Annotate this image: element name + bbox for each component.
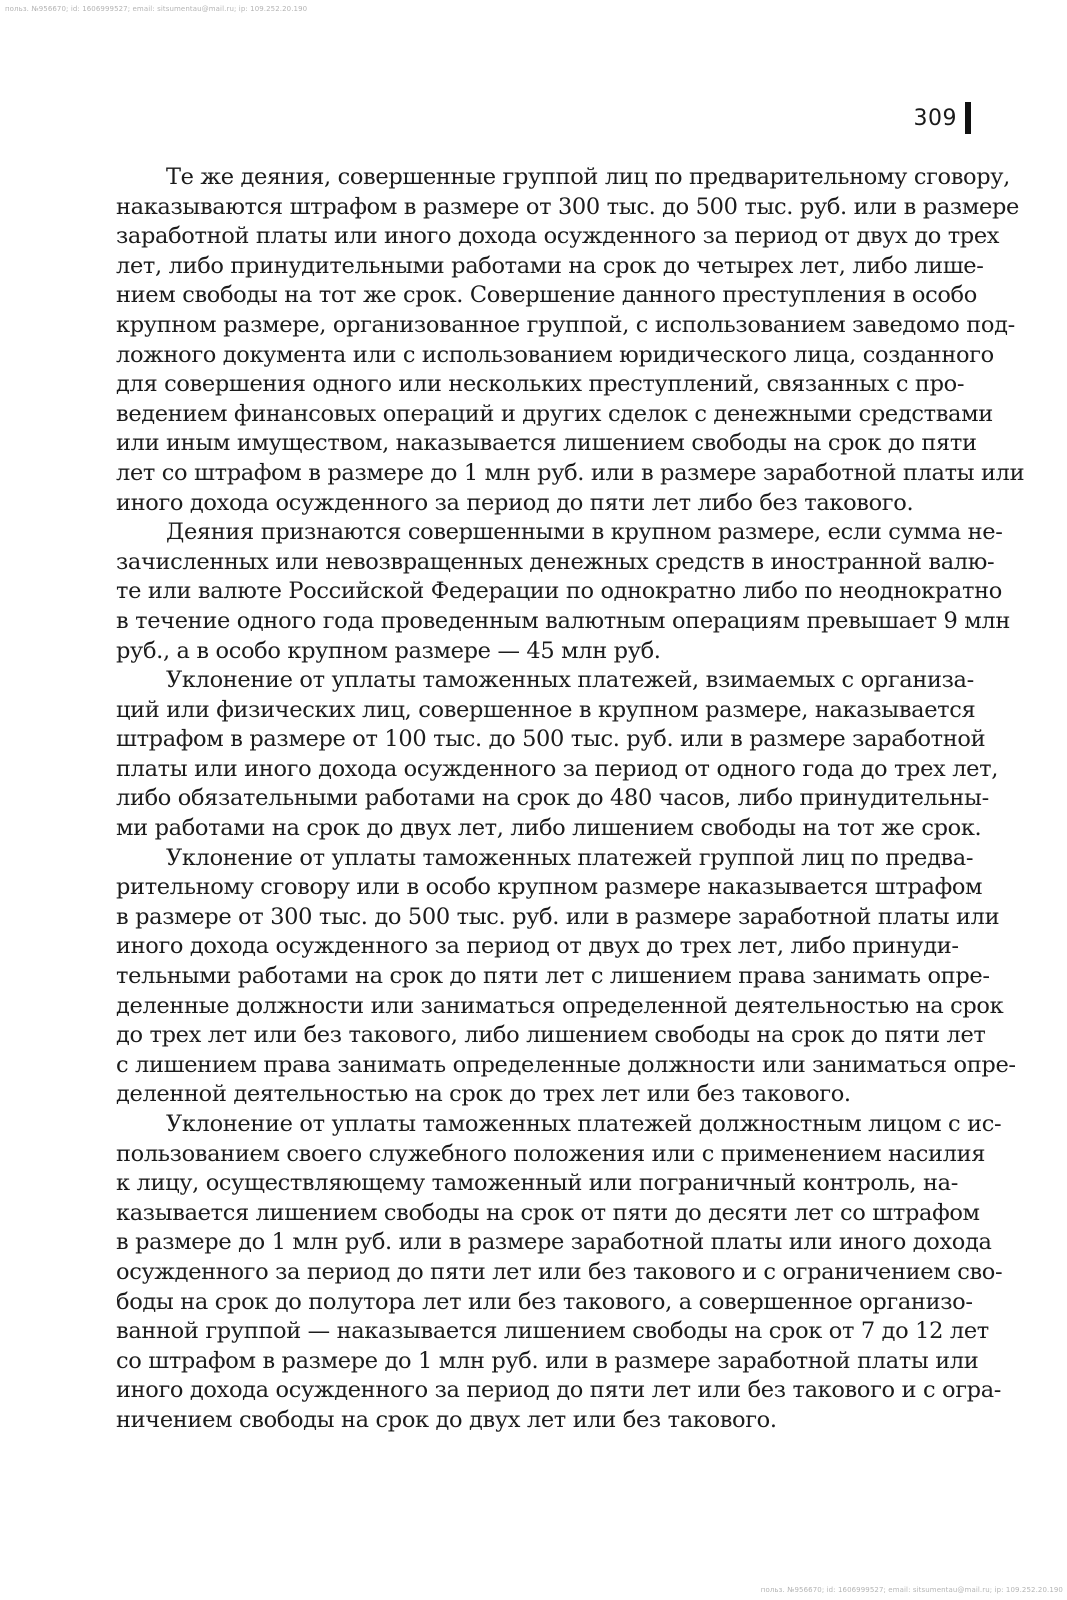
text-line: в течение одного года проведенным валютным операциям превышает 9 млн — [116, 607, 1011, 634]
text-line: Уклонение от уплаты таможенных платежей группой лиц по предва- — [166, 844, 974, 871]
text-line: зачисленных или невозвращенных денежных средств в иностранной валю- — [116, 548, 995, 575]
text-line: тельными работами на срок до пяти лет с лишением права занимать опре- — [116, 963, 990, 990]
text-line: к лицу, осуществляющему таможенный или пограничный контроль, на- — [116, 1170, 958, 1197]
text-line: пользованием своего служебного положения или с применением насилия — [116, 1140, 986, 1167]
text-line: деленные должности или заниматься определенной деятельностью на срок — [116, 992, 1004, 1019]
text-line: платы или иного дохода осужденного за период от одного года до трех лет, — [116, 755, 999, 782]
page-header — [914, 102, 972, 134]
text-line: Уклонение от уплаты таможенных платежей должностным лицом с ис- — [166, 1111, 1002, 1137]
text-line: руб., а в особо крупном размере — 45 млн руб. — [116, 637, 661, 664]
text-line: для совершения одного или нескольких преступлений, связанных с про- — [116, 371, 965, 398]
text-line: в размере от 300 тыс. до 500 тыс. руб. или в размере заработной платы или — [116, 903, 1000, 930]
text-line: крупном размере, организованное группой, с использованием заведомо под- — [116, 311, 1015, 338]
text-line: либо обязательными работами на срок до 480 часов, либо принудительны- — [116, 785, 989, 812]
paragraph — [116, 666, 999, 844]
paragraph — [116, 844, 1016, 1110]
text-line: боды на срок до полутора лет или без такового, а совершенное организо- — [116, 1288, 973, 1315]
text-line: ванной группой — наказывается лишением свободы на срок от 7 до 12 лет — [116, 1318, 989, 1345]
text-line: казывается лишением свободы на срок от пяти до десяти лет со штрафом — [116, 1199, 980, 1226]
text-line: ничением свободы на срок до двух лет или без такового. — [116, 1406, 777, 1433]
text-line: иного дохода осужденного за период от двух до трех лет, либо принуди- — [116, 933, 959, 960]
body-text — [116, 163, 1025, 1436]
text-line: нием свободы на тот же срок. Совершение данного преступления в особо — [116, 282, 977, 309]
text-line: до трех лет или без такового, либо лишением свободы на срок до пяти лет — [116, 1022, 986, 1049]
paragraph — [116, 1110, 1003, 1436]
text-line: ложного документа или с использованием юридического лица, созданного — [116, 341, 994, 368]
text-line: иного дохода осужденного за период до пяти лет либо без такового. — [116, 489, 914, 516]
watermark-bottom: польз. №956670; id: 1606999527; email: sitsumentau@mail.ru; ip: 109.252.20.190 — [760, 1586, 1063, 1594]
text-line: осужденного за период до пяти лет или без такового и с ограничением сво- — [116, 1258, 1003, 1285]
text-line: заработной платы или иного дохода осужденного за период от двух до трех — [116, 223, 1000, 250]
text-line: Деяния признаются совершенными в крупном размере, если сумма не- — [166, 519, 1003, 546]
text-line: рительному сговору или в особо крупном размере наказывается штрафом — [116, 874, 983, 901]
text-line: Уклонение от уплаты таможенных платежей, взимаемых с организа- — [166, 667, 974, 694]
text-line: ведением финансовых операций и других сделок с денежными средствами — [116, 400, 993, 427]
text-line: те или валюте Российской Федерации по однократно либо по неоднократно — [116, 578, 1002, 605]
text-line: со штрафом в размере до 1 млн руб. или в размере заработной платы или — [116, 1347, 979, 1374]
text-line: в размере до 1 млн руб. или в размере заработной платы или иного дохода — [116, 1229, 992, 1256]
text-line: ми работами на срок до двух лет, либо лишением свободы на тот же срок. — [116, 815, 982, 842]
page-number-bar — [965, 102, 971, 134]
text-line: штрафом в размере от 100 тыс. до 500 тыс. руб. или в размере заработной — [116, 726, 986, 753]
watermark-top: польз. №956670; id: 1606999527; email: sitsumentau@mail.ru; ip: 109.252.20.190 — [5, 5, 308, 13]
text-line: с лишением права занимать определенные должности или заниматься опре- — [116, 1051, 1016, 1078]
text-line: наказываются штрафом в размере от 300 тыс. до 500 тыс. руб. или в размере — [116, 193, 1019, 220]
text-line: или иным имуществом, наказывается лишением свободы на срок до пяти — [116, 430, 977, 457]
text-line: лет со штрафом в размере до 1 млн руб. или в размере заработной платы или — [116, 459, 1025, 486]
text-line: ций или физических лиц, совершенное в крупном размере, наказывается — [116, 696, 976, 723]
text-line: деленной деятельностью на срок до трех лет или без такового. — [116, 1081, 851, 1108]
text-line: Те же деяния, совершенные группой лиц по предварительному сговору, — [166, 164, 1010, 190]
paragraph — [116, 518, 1011, 666]
text-line: иного дохода осужденного за период до пяти лет или без такового и с огра- — [116, 1377, 1002, 1404]
page-number: 309 — [913, 105, 957, 131]
text-line: лет, либо принудительными работами на срок до четырех лет, либо лише- — [116, 252, 984, 279]
paragraph — [116, 163, 1025, 518]
